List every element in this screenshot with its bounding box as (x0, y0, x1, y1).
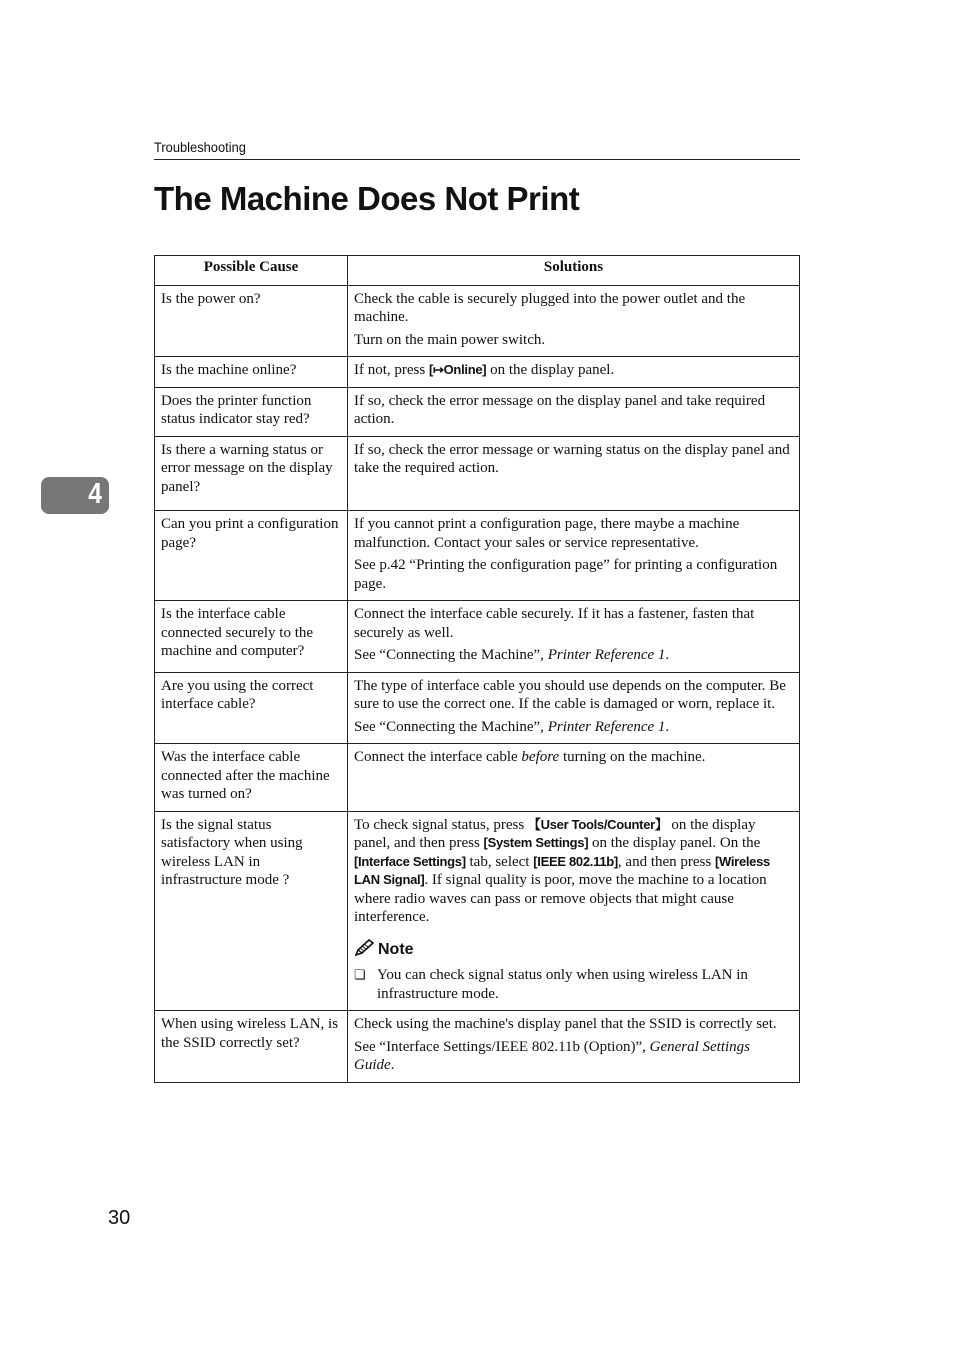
cause-cell: Can you print a configuration page? (155, 511, 348, 601)
note-heading (354, 939, 793, 963)
checkbox-icon: ❏ (354, 967, 366, 982)
cause-cell: Is the signal status satisfactory when using wireless LAN in infrastructure mode ? (155, 811, 348, 1011)
text-run: on the display panel. On the (588, 835, 761, 851)
solution-text: Check the cable is securely plugged into the power outlet and the machine. (354, 290, 746, 325)
text-run: To check signal status, press (354, 816, 528, 833)
text-run: . (665, 647, 670, 663)
text-run: Connect the interface cable (354, 749, 522, 765)
column-header-cause: Possible Cause (155, 256, 348, 286)
solution-text (354, 748, 793, 767)
text-run: tab, select (465, 853, 534, 870)
cause-cell: Are you using the correct interface cable? (155, 672, 348, 744)
solution-cell (348, 811, 800, 1011)
table-header-row (155, 256, 800, 286)
solution-cell (348, 601, 800, 673)
wireless-lan-signal-key-label: [Wireless LAN Signal] (354, 853, 770, 887)
online-key-label: [↦Online] (429, 362, 487, 377)
note-pencil-icon (354, 939, 376, 963)
text-run: . (390, 1057, 395, 1073)
page-title: The Machine Does Not Print (154, 180, 580, 217)
table-row (155, 511, 800, 601)
cause-cell: Is the power on? (155, 285, 348, 357)
solution-text: If you cannot print a configuration page, there maybe a machine malfunction. Contact your sales or service representative. (354, 516, 740, 551)
cause-cell: Does the printer function status indicator stay red? (155, 387, 348, 436)
ieee-key-label: [IEEE 802.11b] (533, 853, 618, 869)
solution-cell (348, 672, 800, 744)
reference-title: Printer Reference 1 (547, 647, 666, 663)
solution-text (354, 718, 793, 737)
table-row (155, 672, 800, 744)
solution-cell (348, 1011, 800, 1083)
solution-cell (348, 744, 800, 812)
solution-text: If so, check the error message or warning status on the display panel and take the required action. (354, 441, 790, 476)
table-row (155, 744, 800, 812)
text-run: on the display panel, and then press (354, 816, 756, 851)
text-run: . (665, 718, 670, 735)
user-tools-key-label: 【User Tools/Counter】 (527, 816, 668, 832)
text-run: See “Connecting the Machine”, (354, 718, 548, 735)
note-text: You can check signal status only when using wireless LAN in infrastructure mode. (377, 967, 748, 1002)
chapter-tab (41, 477, 109, 514)
table-row (155, 1011, 800, 1083)
solution-cell (348, 511, 800, 601)
page-number: 30 (108, 1207, 131, 1229)
solution-text: Check using the machine's display panel that the SSID is correctly set. (354, 1016, 777, 1032)
text-run: turning on the machine. (559, 749, 706, 765)
table-row (155, 436, 800, 511)
solution-text (354, 816, 793, 927)
reference-title: General Settings Guide (354, 1038, 751, 1073)
chapter-number: 4 (88, 478, 102, 510)
cause-cell: Was the interface cable connected after the machine was turned on? (155, 744, 348, 812)
table-row (155, 811, 800, 1011)
solution-text: The type of interface cable you should use depends on the computer. Be sure to use the correct one. If the cable is damaged or worn, replace it. (354, 677, 786, 712)
solution-text (354, 361, 793, 380)
text-run: See “Connecting the Machine”, (354, 647, 548, 663)
solution-text (354, 1038, 793, 1075)
text-run: . If signal quality is poor, move the machine to a location where radio waves can pass or remove objects that might cause interference. (354, 872, 767, 925)
note-item (354, 966, 793, 1003)
column-header-solutions: Solutions (348, 256, 800, 286)
table-row (155, 285, 800, 357)
text-run: If not, press (354, 362, 429, 378)
table-row (155, 601, 800, 673)
troubleshooting-table (154, 255, 800, 1083)
solution-cell (348, 357, 800, 388)
running-header (154, 139, 800, 160)
solution-cell (348, 285, 800, 357)
solution-text: Turn on the main power switch. (354, 331, 546, 348)
solution-text (354, 646, 793, 665)
cause-cell: Is the interface cable connected securely to the machine and computer? (155, 601, 348, 673)
solution-text: If so, check the error message on the display panel and take required action. (354, 392, 766, 427)
text-run: , and then press (617, 853, 715, 870)
solution-text: See p.42 “Printing the configuration page” for printing a configuration page. (354, 557, 778, 592)
system-settings-key-label: [System Settings] (483, 835, 589, 850)
text-run: See “Interface Settings/IEEE 802.11b (Option)”, (354, 1038, 650, 1055)
solution-text: Connect the interface cable securely. If it has a fastener, fasten that securely as well. (354, 606, 755, 641)
solution-cell (348, 387, 800, 436)
emphasis: before (521, 749, 560, 765)
cause-cell: Is there a warning status or error message on the display panel? (155, 436, 348, 511)
section-label: Troubleshooting (154, 139, 246, 155)
table-row (155, 387, 800, 436)
note-label: Note (378, 941, 414, 958)
table-row (155, 357, 800, 388)
solution-cell (348, 436, 800, 511)
cause-cell: When using wireless LAN, is the SSID correctly set? (155, 1011, 348, 1083)
reference-title: Printer Reference 1 (547, 718, 666, 735)
text-run: on the display panel. (486, 362, 615, 378)
cause-cell: Is the machine online? (155, 357, 348, 388)
interface-settings-key-label: [Interface Settings] (354, 853, 466, 869)
